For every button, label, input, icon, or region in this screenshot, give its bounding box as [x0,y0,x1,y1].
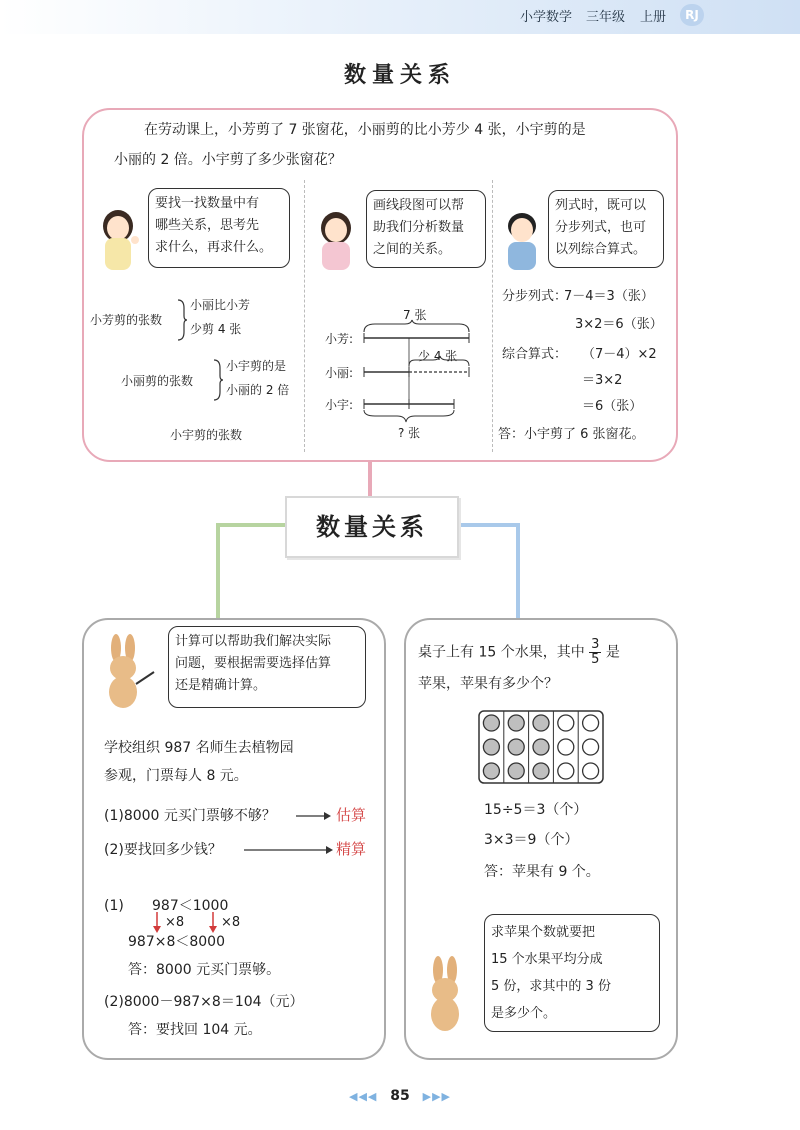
arrow-to-exact [244,844,334,856]
edition-badge: RJ [680,4,704,26]
combo-3: ＝6（张） [582,399,643,414]
header-grade: 三年级 [586,10,626,25]
less4-label: 少 4 张 [418,349,458,363]
combo-2: ＝3×2 [582,373,623,388]
bubble-left [168,626,366,708]
boy-icon [500,208,546,272]
header-volume: 上册 [640,10,667,25]
bubble-right-line3: 5 份，求其中的 3 份 [491,979,611,994]
fruit-grid [478,710,604,784]
page-footer [0,1088,800,1104]
girl-thinking-icon [94,206,146,272]
brace-2 [212,358,224,402]
arrow-to-estimate [296,810,332,822]
times-8-b: ×8 [221,915,241,930]
bubble-col1 [148,188,290,268]
fruit-apple-circle [483,739,499,755]
bubble-left-line1: 计算可以帮助我们解决实际 [175,634,332,649]
relation1-line1: 小丽比小芳 [190,298,251,312]
step-1: 7－4＝3（张） [564,289,654,304]
rabbit-thinking-icon [420,956,474,1034]
bubble-col1-line3: 求什么，再求什么。 [155,240,273,255]
bubble-col3-line3: 以列综合算式。 [555,242,647,257]
bubble-col1-line2: 哪些关系，思考先 [155,218,260,233]
brace-top [364,320,469,332]
label-yu-count: 小宇剪的张数 [170,428,243,442]
bubble-right-line1: 求苹果个数就要把 [491,925,596,940]
bubble-col3-line2: 分步列式，也可 [555,220,647,235]
calc-1: 15÷5＝3（个） [484,802,588,818]
fruit-apple-circle [483,763,499,779]
bubble-col1-line1: 要找一找数量中有 [155,196,260,211]
bubble-right [484,914,660,1032]
bubble-right-line4: 是多少个。 [491,1006,557,1021]
fruit-other-circle [583,739,599,755]
tag-exact: 精算 [336,840,367,858]
fruit-other-circle [558,763,574,779]
bubble-col2 [366,190,486,268]
bubble-col2-line2: 助我们分析数量 [373,220,465,235]
question-2: (2)要找回多少钱？ [104,842,222,858]
fruit-apple-circle [483,715,499,731]
page-title: 数量关系 [343,63,456,88]
page-number: 85 [390,1088,410,1104]
solution-2: (2)8000－987×8＝104（元） [104,994,304,1010]
fruit-apple-circle [533,739,549,755]
column-divider-2 [492,180,493,452]
prev-arrows-icon: ◀◀◀ [348,1090,378,1103]
fruit-apple-circle [533,763,549,779]
fruit-apple-circle [508,715,524,731]
step-2: 3×2＝6（张） [575,317,663,332]
relation1-line2: 少剪 4 张 [190,322,242,336]
bubble-col3-line1: 列式时，既可以 [555,198,647,213]
times-8-a: ×8 [165,915,185,930]
fruit-other-circle [583,715,599,731]
combo-label: 综合算式： [502,347,568,362]
fraction-numerator: 3 [591,637,600,652]
fruit-apple-circle [508,763,524,779]
seven-label: 7 张 [403,308,427,322]
yu-row-label: 小宇: [325,398,354,412]
fruit-other-circle [583,763,599,779]
right-problem-line1 [418,638,620,667]
combo-1: （7－4）×2 [582,347,657,362]
question-1: (1)8000 元买门票够不够？ [104,808,276,824]
fruit-other-circle [558,715,574,731]
left-problem-line2: 参观，门票每人 8 元。 [104,768,248,784]
bubble-col2-line1: 画线段图可以帮 [373,198,465,213]
relation2-line2: 小丽的 2 倍 [226,383,290,397]
line-segment-diagram [355,318,485,428]
bubble-col2-line3: 之间的关系。 [373,242,452,257]
right-problem-post: 是 [605,644,620,661]
left-problem-line1: 学校组织 987 名师生去植物园 [104,740,294,756]
relation2-line1: 小宇剪的是 [226,359,287,373]
right-answer: 答：苹果有 9 个。 [484,864,600,880]
li-row-label: 小丽: [325,366,354,380]
solution-2-answer: 答：要找回 104 元。 [128,1022,262,1038]
column-divider-1 [304,180,305,452]
step-label: 分步列式： [502,289,568,304]
girl-pointing-icon [312,208,362,272]
fraction-three-fifths [589,638,601,667]
bubble-left-line2: 问题，要根据需要选择估算 [175,656,332,671]
solution-1-result: 987×8＜8000 [128,934,225,950]
top-problem-line1: 在劳动课上，小芳剪了 7 张窗花，小丽剪的比小芳少 4 张，小宇剪的是 [144,122,586,138]
bubble-col3 [548,190,664,268]
tag-estimate: 估算 [336,806,367,824]
solution-1-inequality: 987＜1000 [152,898,229,914]
label-li-count: 小丽剪的张数 [121,374,194,388]
solution-1-answer: 答：8000 元买门票够。 [128,962,281,978]
center-title: 数量关系 [285,496,459,558]
calc-2: 3×3＝9（个） [484,832,579,848]
label-fang-count: 小芳剪的张数 [90,313,163,327]
top-problem-line2: 小丽的 2 倍。小宇剪了多少张窗花？ [114,152,342,168]
left-connector [218,525,285,618]
right-connector [455,525,518,618]
bubble-right-line2: 15 个水果平均分成 [491,952,603,967]
solution-1-label: (1) [104,898,124,914]
right-problem-pre: 桌子上有 15 个水果，其中 [418,644,585,661]
right-problem-line2: 苹果，苹果有多少个？ [418,676,558,692]
next-arrows-icon: ▶▶▶ [422,1090,451,1103]
brace-1 [176,298,188,342]
header-series: 小学数学 [520,10,573,25]
fruit-other-circle [558,739,574,755]
rabbit-teacher-icon [96,634,156,712]
question-label: ? 张 [398,426,421,440]
fang-row-label: 小芳: [325,332,354,346]
top-answer: 答：小宇剪了 6 张窗花。 [498,427,645,442]
fruit-apple-circle [533,715,549,731]
fruit-apple-circle [508,739,524,755]
fraction-denominator: 5 [591,652,600,667]
bubble-left-line3: 还是精确计算。 [175,678,267,693]
